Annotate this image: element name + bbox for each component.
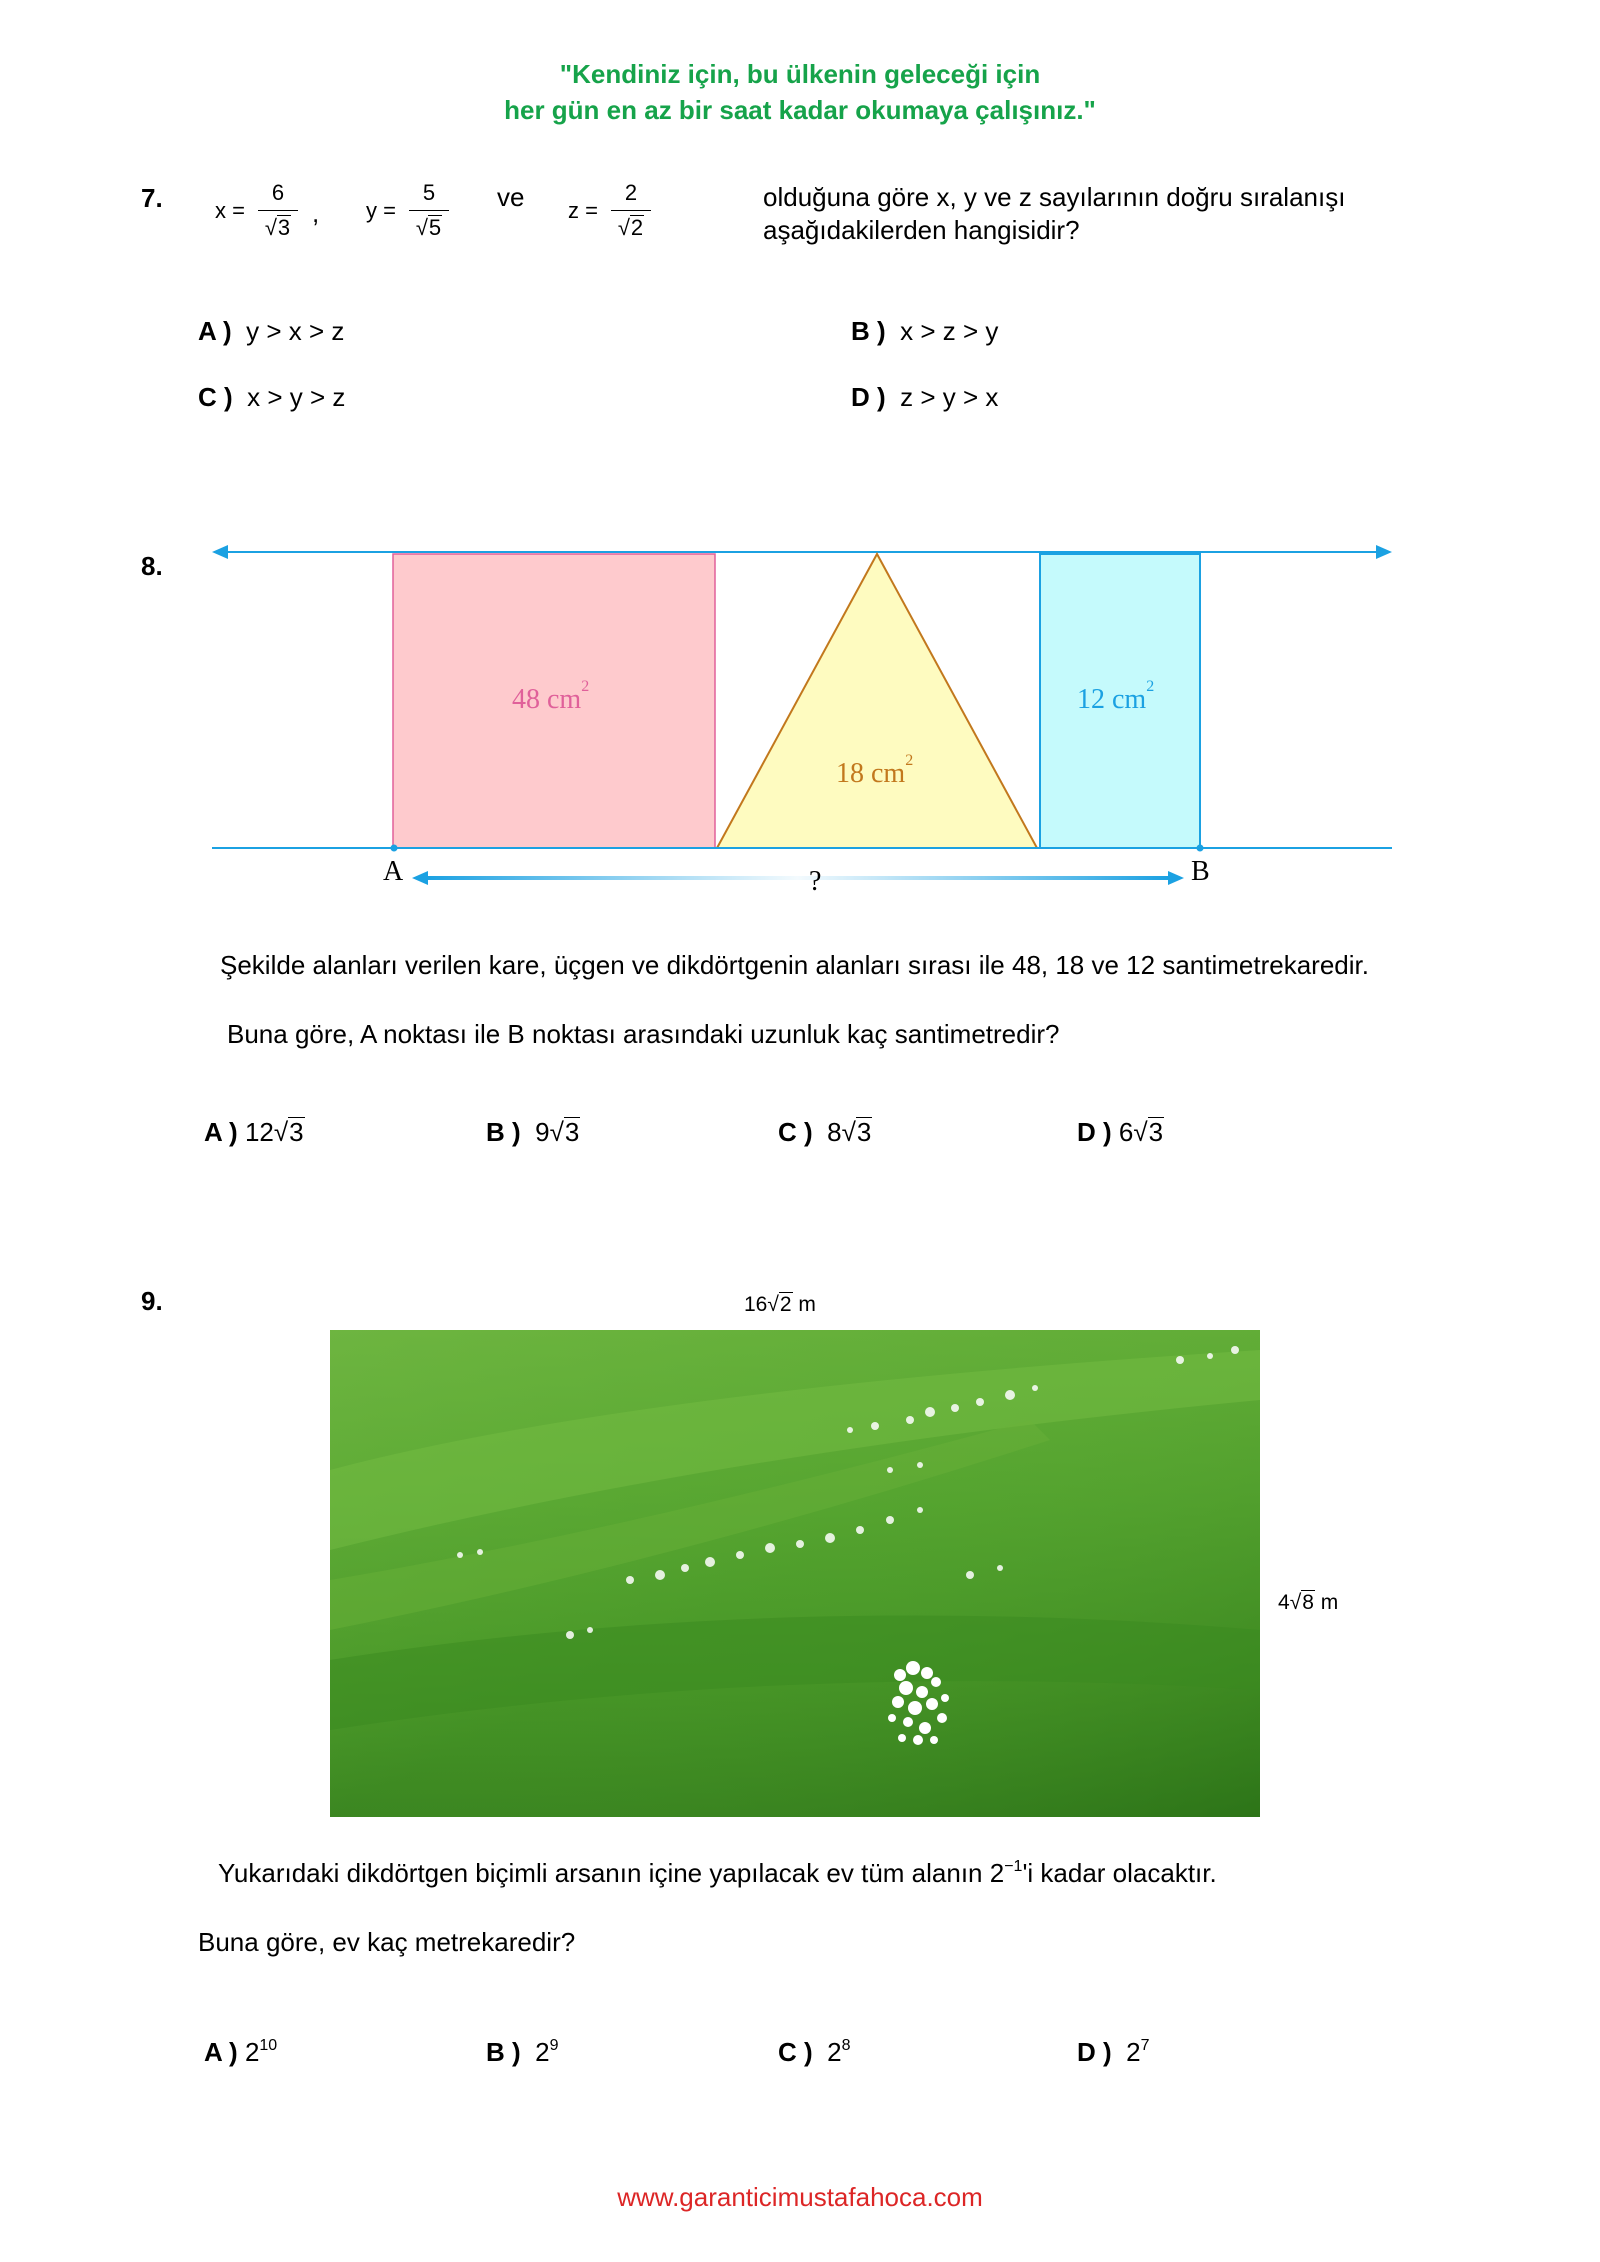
square-area-label: 48 $cm^2$ (512, 678, 590, 715)
y-numerator: 5 (422, 180, 436, 205)
question-8-number: 8. (141, 551, 163, 581)
q8-option-d[interactable]: D ) 6√3 (1077, 1117, 1164, 1147)
triangle-shape (717, 554, 1037, 848)
grass-field-svg (330, 1330, 1260, 1817)
top-line-left-arrow (212, 545, 228, 559)
ab-right-arrow (1168, 871, 1184, 885)
point-a-dot (391, 845, 398, 852)
width-label: 16√2 m (744, 1293, 816, 1316)
rectangle-area-label: 12 $cm^2$ (1077, 678, 1155, 715)
q7-option-b[interactable]: B ) x > z > y (851, 316, 999, 346)
ve-text: ve (497, 182, 525, 212)
z-numerator: 2 (624, 180, 638, 205)
z-lhs: z = (568, 198, 598, 223)
q9-option-a[interactable]: A ) $2^{10}$ (204, 2037, 278, 2067)
point-b-dot (1197, 845, 1204, 852)
footer-url[interactable]: www.garanticimustafahoca.com (617, 2182, 983, 2212)
q7-option-a[interactable]: A ) y > x > z (198, 316, 345, 346)
q9-option-c[interactable]: C ) $2^8$ (778, 2037, 851, 2067)
q9-option-b[interactable]: B ) $2^9$ (486, 2037, 559, 2067)
point-b-label: B (1191, 856, 1210, 887)
z-denominator: √2 (617, 215, 644, 240)
question-9-number: 9. (141, 1286, 163, 1316)
question-7-number: 7. (141, 183, 163, 213)
q7-text-line-1: olduğuna göre x, y ve z sayılarının doğru sıralanışı (763, 182, 1346, 212)
motto-line-2: her gün en az bir saat kadar okumaya çalışınız." (504, 95, 1096, 125)
q9-text-line-1: Yukarıdaki dikdörtgen biçimli arsanın içine yapılacak ev tüm alanın $2^{-1}'i$ kadar olacaktır. (218, 1858, 1217, 1888)
x-numerator: 6 (271, 180, 285, 205)
x-lhs: x = (215, 198, 245, 223)
comma: , (312, 198, 320, 228)
q9-option-d[interactable]: D ) $2^7$ (1077, 2037, 1150, 2067)
grass-field-image (330, 1330, 1260, 1817)
q8-option-b[interactable]: B ) 9√3 (486, 1117, 580, 1147)
q7-option-d[interactable]: D ) z > y > x (851, 382, 999, 412)
motto-line-1: "Kendiniz için, bu ülkenin geleceği için (559, 59, 1041, 89)
q8-option-a[interactable]: A ) 12√3 (204, 1117, 304, 1147)
top-line-right-arrow (1376, 545, 1392, 559)
x-denominator: √3 (264, 215, 291, 240)
ab-measure-line (425, 876, 1170, 880)
height-label: 4√8 m (1278, 1591, 1339, 1614)
q8-figure (0, 0, 1600, 900)
triangle-area-label: 18 $cm^2$ (836, 752, 914, 789)
y-lhs: y = (366, 198, 396, 223)
q8-text-line-1: Şekilde alanları verilen kare, üçgen ve dikdörtgenin alanları sırası ile 48, 18 ve 12 santimetrekaredir. (220, 950, 1369, 980)
q8-text-line-2: Buna göre, A noktası ile B noktası arasındaki uzunluk kaç santimetredir? (227, 1019, 1060, 1049)
q7-text-line-2: aşağıdakilerden hangisidir? (763, 215, 1080, 245)
unknown-length-label: ? (809, 866, 822, 897)
q7-option-c[interactable]: C ) x > y > z (198, 382, 346, 412)
y-denominator: √5 (415, 215, 442, 240)
ab-left-arrow (412, 871, 428, 885)
point-a-label: A (383, 856, 404, 887)
q9-text-line-2: Buna göre, ev kaç metrekaredir? (198, 1927, 576, 1957)
q8-option-c[interactable]: C ) 8√3 (778, 1117, 872, 1147)
